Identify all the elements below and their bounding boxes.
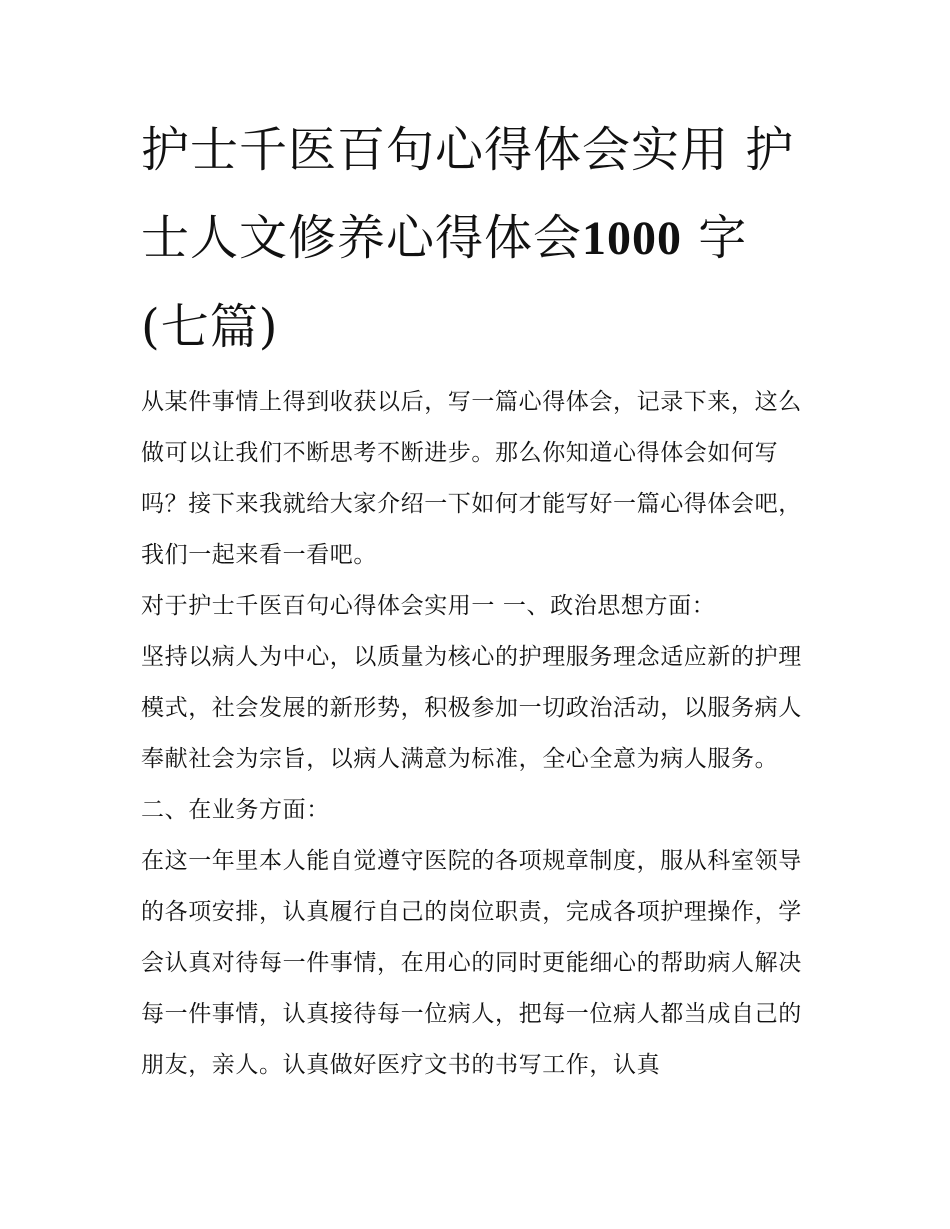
politics-paragraph: 坚持以病人为中心，以质量为核心的护理服务理念适应新的护理模式，社会发展的新形势，积极参加一切政治活动，以服务病人奉献社会为宗旨，以病人满意为标准，全心全意为病人服务。 [141,644,802,772]
title-text-part2: 字 (七篇) [141,210,748,355]
document-title [141,106,817,371]
title-text-part1: 护士千医百句心得体会实用 护士人文修养心得体会 [141,122,795,266]
business-paragraph: 在这一年里本人能自觉遵守医院的各项规章制度，服从科室领导的各项安排，认真履行自己的岗位职责，完成各项护理操作，学会认真对待每一件事情，在用心的同时更能细心的帮助病人解决每一件事情，认真接待每一位病人，把每一位病人都当成自己的朋友，亲人。认真做好医疗文书的书写工作，认真 [141,848,802,1078]
section-heading-business: 二、在业务方面： [141,797,330,823]
title-number: 1000 [582,212,683,265]
section-heading-politics: 对于护士千医百句心得体会实用一 一、政治思想方面： [141,593,716,619]
document-content [141,106,817,1091]
intro-paragraph: 从某件事情上得到收获以后，写一篇心得体会，记录下来，这么做可以让我们不断思考不断进步。那么你知道心得体会如何写吗？接下来我就给大家介绍一下如何才能写好一篇心得体会吧，我们一起来看一看吧。 [141,389,802,568]
document-body [141,377,817,1091]
